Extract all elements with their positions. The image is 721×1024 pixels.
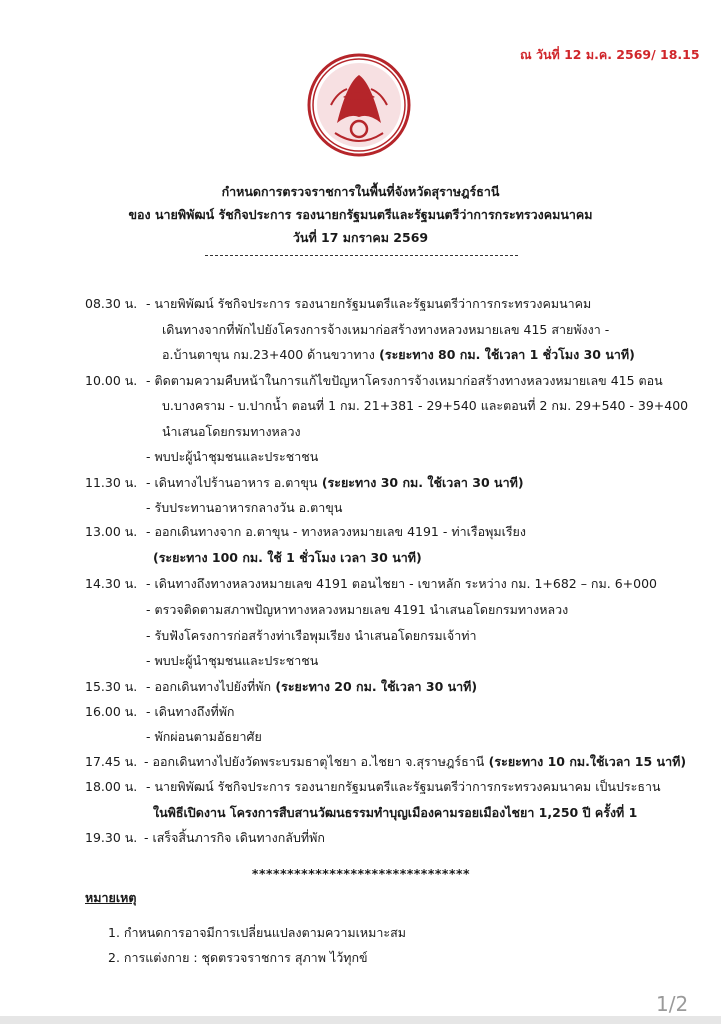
schedule-line	[146, 449, 318, 465]
schedule-time: 08.30 น.	[85, 296, 138, 311]
viewer-bottom-bar	[0, 1016, 721, 1024]
stars-divider: *******************************	[251, 866, 471, 881]
schedule-line	[162, 347, 635, 363]
schedule-line	[146, 296, 591, 312]
schedule-time: 16.00 น.	[85, 704, 138, 719]
schedule-line	[162, 424, 301, 440]
schedule-text: นำเสนอโดยกรมทางหลวง	[162, 424, 301, 439]
header-date: วันที่ 17 มกราคม 2569	[292, 230, 429, 245]
schedule-time: 11.30 น.	[85, 475, 138, 490]
schedule-line	[146, 704, 235, 720]
schedule-time: 18.00 น.	[85, 779, 138, 794]
schedule-line	[153, 550, 422, 566]
schedule-text: - เสร็จสิ้นภารกิจ เดินทางกลับที่พัก	[144, 830, 325, 845]
schedule-line	[153, 805, 637, 821]
schedule-line	[162, 398, 688, 414]
schedule-text: - ตรวจติดตามสภาพปัญหาทางหลวงหมายเลข 4191 นำเสนอโดยกรมทางหลวง	[146, 602, 569, 617]
schedule-text: - ออกเดินทางจาก อ.ตาขุน - ทางหลวงหมายเลข 4191 - ท่าเรือพุมเรียง	[146, 524, 526, 539]
schedule-text: - นายพิพัฒน์ รัชกิจประการ รองนายกรัฐมนตรีและรัฐมนตรีว่าการกระทรวงคมนาคม	[146, 296, 592, 311]
date-time-stamp: ณ วันที่ 12 ม.ค. 2569/ 18.15	[520, 47, 700, 62]
schedule-text: - นายพิพัฒน์ รัชกิจประการ รองนายกรัฐมนตรีและรัฐมนตรีว่าการกระทรวงคมนาคม เป็นประธาน	[146, 779, 661, 794]
schedule-text: เดินทางจากที่พักไปยังโครงการจ้างเหมาก่อสร้างทางหลวงหมายเลข 415 สายพังงา -	[162, 322, 610, 337]
schedule-line	[144, 830, 325, 846]
schedule-time: 19.30 น.	[85, 830, 138, 845]
schedule-text: - รับประทานอาหารกลางวัน อ.ตาขุน	[146, 500, 343, 515]
schedule-line	[146, 524, 526, 540]
schedule-text: - ออกเดินทางไปยังที่พัก	[146, 679, 272, 694]
schedule-line	[146, 576, 657, 592]
schedule-line	[146, 653, 318, 669]
schedule-text: - ออกเดินทางไปยังวัดพระบรมธาตุไชยา อ.ไชยา จ.สุราษฎร์ธานี	[144, 754, 485, 769]
schedule-bold-text: (ระยะทาง 10 กม.ใช้เวลา 15 นาที)	[484, 754, 687, 769]
schedule-time: 10.00 น.	[85, 373, 138, 388]
schedule-time: 13.00 น.	[85, 524, 138, 539]
schedule-line	[146, 628, 477, 644]
schedule-bold-text: (ระยะทาง 100 กม. ใช้ 1 ชั่วโมง เวลา 30 นาที)	[153, 550, 422, 565]
schedule-text: - ติดตามความคืบหน้าในการแก้ไขปัญหาโครงการจ้างเหมาก่อสร้างทางหลวงหมายเลข 415 ตอน	[146, 373, 663, 388]
remark-item: 1. กำหนดการอาจมีการเปลี่ยนแปลงตามความเหมาะสม	[108, 925, 406, 940]
schedule-bold-text: (ระยะทาง 80 กม. ใช้เวลา 1 ชั่วโมง 30 นาที)	[374, 347, 635, 362]
schedule-text: - เดินทางถึงทางหลวงหมายเลข 4191 ตอนไชยา - เขาหลัก ระหว่าง กม. 1+682 – กม. 6+000	[146, 576, 657, 591]
schedule-text: - เดินทางถึงที่พัก	[146, 704, 235, 719]
header-subtitle: ของ นายพิพัฒน์ รัชกิจประการ รองนายกรัฐมนตรีและรัฐมนตรีว่าการกระทรวงคมนาคม	[128, 207, 593, 222]
schedule-line	[146, 679, 477, 695]
remarks-title: หมายเหตุ	[85, 890, 137, 905]
ministry-seal-icon	[307, 53, 411, 157]
header-separator	[205, 255, 518, 256]
schedule-line	[146, 475, 524, 491]
schedule-line	[146, 779, 661, 795]
schedule-time: 14.30 น.	[85, 576, 138, 591]
schedule-text: อ.บ้านตาขุน กม.23+400 ด้านขวาทาง	[162, 347, 375, 362]
schedule-line	[144, 754, 686, 770]
schedule-text: - พบปะผู้นำชุมชนและประชาชน	[146, 653, 319, 668]
schedule-line	[146, 602, 568, 618]
document-header	[0, 180, 721, 249]
schedule-line	[146, 500, 342, 516]
schedule-text: บ.บางคราม - บ.ปากน้ำ ตอนที่ 1 กม. 21+381 - 29+540 และตอนที่ 2 กม. 29+540 - 39+400	[162, 398, 689, 413]
schedule-text: - พบปะผู้นำชุมชนและประชาชน	[146, 449, 319, 464]
schedule-text: - เดินทางไปร้านอาหาร อ.ตาขุน	[146, 475, 318, 490]
schedule-text: - รับฟังโครงการก่อสร้างท่าเรือพุมเรียง นำเสนอโดยกรมเจ้าท่า	[146, 628, 477, 643]
schedule-line	[146, 373, 663, 389]
schedule-time: 17.45 น.	[85, 754, 138, 769]
schedule-line	[146, 729, 262, 745]
schedule-text: - พักผ่อนตามอัธยาศัย	[146, 729, 262, 744]
schedule-line	[162, 322, 609, 338]
page-number: 1/2	[656, 992, 689, 1016]
header-title: กำหนดการตรวจราชการในพื้นที่จังหวัดสุราษฎร์ธานี	[221, 184, 500, 199]
schedule-bold-text: (ระยะทาง 30 กม. ใช้เวลา 30 นาที)	[317, 475, 524, 490]
schedule-bold-text: ในพิธีเปิดงาน โครงการสืบสานวัฒนธรรมทำบุญเมืองคามรอยเมืองไชยา 1,250 ปี ครั้งที่ 1	[153, 805, 638, 820]
remark-item: 2. การแต่งกาย : ชุดตรวจราชการ สุภาพ ไว้ทุกข์	[108, 950, 368, 965]
schedule-time: 15.30 น.	[85, 679, 138, 694]
schedule-bold-text: (ระยะทาง 20 กม. ใช้เวลา 30 นาที)	[271, 679, 478, 694]
